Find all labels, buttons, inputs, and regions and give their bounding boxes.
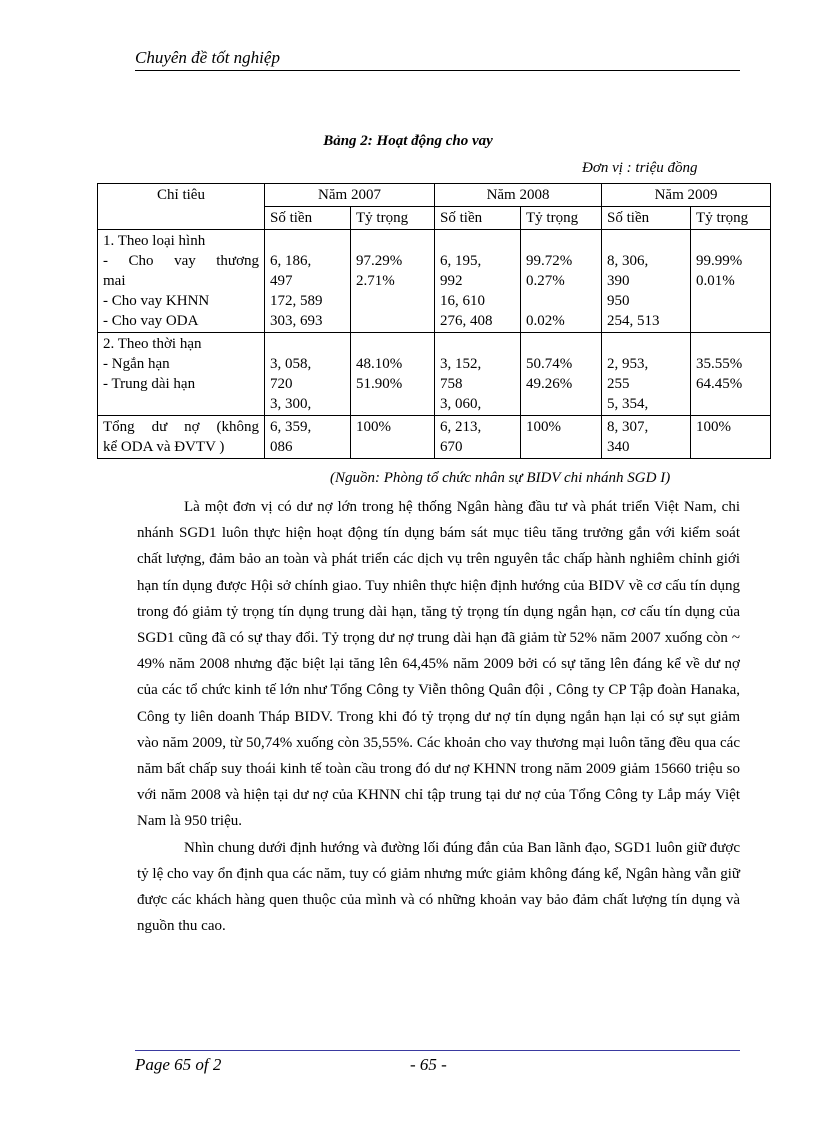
table-unit: Đơn vị : triệu đồng (582, 160, 698, 176)
cell-share-2007: 100% (351, 416, 435, 459)
table-header-row (98, 184, 771, 207)
cell-share-2009: 35.55% 64.45% (691, 333, 771, 416)
footer-divider (135, 1050, 740, 1051)
cell-amount-2007: 6, 359, 086 (265, 416, 351, 459)
subheader-share: Tỷ trọng (691, 207, 771, 230)
footer-page-number: - 65 - (410, 1055, 447, 1074)
table-row-by-type (98, 230, 771, 333)
paragraph: Là một đơn vị có dư nợ lớn trong hệ thống Ngân hàng đầu tư và phát triển Việt Nam, chi nhánh SGD1 luôn thực hiện hoạt động tín dụng bám sát mục tiêu tăng trưởng gắn với kiểm soát chất lượng, đảm bảo an toàn và phát triển các dịch vụ trên nguyên tắc chấp hành nghiêm chỉnh giới hạn tín dụng được Hội sở chính giao. Tuy nhiên thực hiện định hướng của BIDV về cơ cấu tín dụng trong đó giảm tỷ trọng tín dụng trung dài hạn, tăng tỷ trọng tín dụng ngắn hạn, cơ cấu tín dụng của SGD1 cũng đã có sự thay đổi. Tỷ trọng dư nợ trung dài hạn đã giảm từ 52% năm 2007 xuống còn ~ 49% năm 2008 nhưng đặc biệt lại tăng lên 64,45% năm 2009 bởi có sự tăng lên đáng kể về dư nợ của các tổ chức kinh tế lớn như Tổng Công ty Viễn thông Quân đội , Công ty CP Tập đoàn Hanaka, Công ty liên doanh Tháp BIDV. Trong khi đó tỷ trọng dư nợ tín dụng ngắn hạn lại có sự sụt giảm vào năm 2009, từ 50,74% xuống còn 35,55%. Các khoản cho vay thương mại luôn tăng đều qua các năm bất chấp suy thoái kinh tế toàn cầu trong đó dư nợ KHNN trong năm 2009 giảm 15660 triệu so với năm 2008 và hiện tại dư nợ của KHNN chỉ tập trung tại dư nợ của Tổng Công ty Lắp máy Việt Nam là 950 triệu. (137, 499, 740, 830)
body-text (137, 494, 740, 939)
cell-amount-2009: 8, 307, 340 (602, 416, 691, 459)
cell-amount-2009: 2, 953, 255 5, 354, (602, 333, 691, 416)
header-year-2007: Năm 2007 (265, 184, 435, 207)
header-indicator: Chỉ tiêu (98, 184, 265, 230)
row-label: Tổng dư nợ (không kể ODA và ĐVTV ) (98, 416, 265, 459)
subheader-share: Tỷ trọng (351, 207, 435, 230)
subheader-share: Tỷ trọng (521, 207, 602, 230)
row-label: 1. Theo loại hình - Cho vay thương mai - Cho vay KHNN - Cho vay ODA (98, 230, 265, 333)
cell-amount-2007: 6, 186, 497 172, 589 303, 693 (265, 230, 351, 333)
cell-amount-2008: 3, 152, 758 3, 060, (435, 333, 521, 416)
cell-share-2008: 50.74% 49.26% (521, 333, 602, 416)
cell-amount-2007: 3, 058, 720 3, 300, (265, 333, 351, 416)
lending-table (97, 183, 771, 459)
footer-page-of: Page 65 of 2 (135, 1055, 222, 1074)
table-source: (Nguồn: Phòng tổ chức nhân sự BIDV chi nhánh SGD I) (330, 470, 671, 486)
table-row-by-term (98, 333, 771, 416)
header-year-2008: Năm 2008 (435, 184, 602, 207)
cell-amount-2009: 8, 306, 390 950 254, 513 (602, 230, 691, 333)
cell-share-2008: 100% (521, 416, 602, 459)
subheader-amount: Số tiền (265, 207, 351, 230)
cell-share-2007: 48.10% 51.90% (351, 333, 435, 416)
subheader-amount: Số tiền (602, 207, 691, 230)
document-header: Chuyên đề tốt nghiệp (135, 48, 740, 71)
cell-amount-2008: 6, 195, 992 16, 610 276, 408 (435, 230, 521, 333)
header-year-2009: Năm 2009 (602, 184, 771, 207)
cell-share-2007: 97.29% 2.71% (351, 230, 435, 333)
paragraph: Nhìn chung dưới định hướng và đường lối đúng đắn của Ban lãnh đạo, SGD1 luôn giữ được tỷ lệ cho vay ổn định qua các năm, tuy có giảm nhưng mức giảm không đáng kể, Ngân hàng vẫn giữ được các khách hàng quen thuộc của mình và có những khoản vay bảo đảm chất lượng tín dụng và nguồn thu cao. (137, 839, 740, 935)
cell-share-2009: 100% (691, 416, 771, 459)
cell-share-2008: 99.72% 0.27% 0.02% (521, 230, 602, 333)
subheader-amount: Số tiền (435, 207, 521, 230)
cell-share-2009: 99.99% 0.01% (691, 230, 771, 333)
table-title: Bảng 2: Hoạt động cho vay (323, 133, 493, 149)
table-row-total (98, 416, 771, 459)
row-label: 2. Theo thời hạn - Ngắn hạn - Trung dài hạn (98, 333, 265, 416)
cell-amount-2008: 6, 213, 670 (435, 416, 521, 459)
